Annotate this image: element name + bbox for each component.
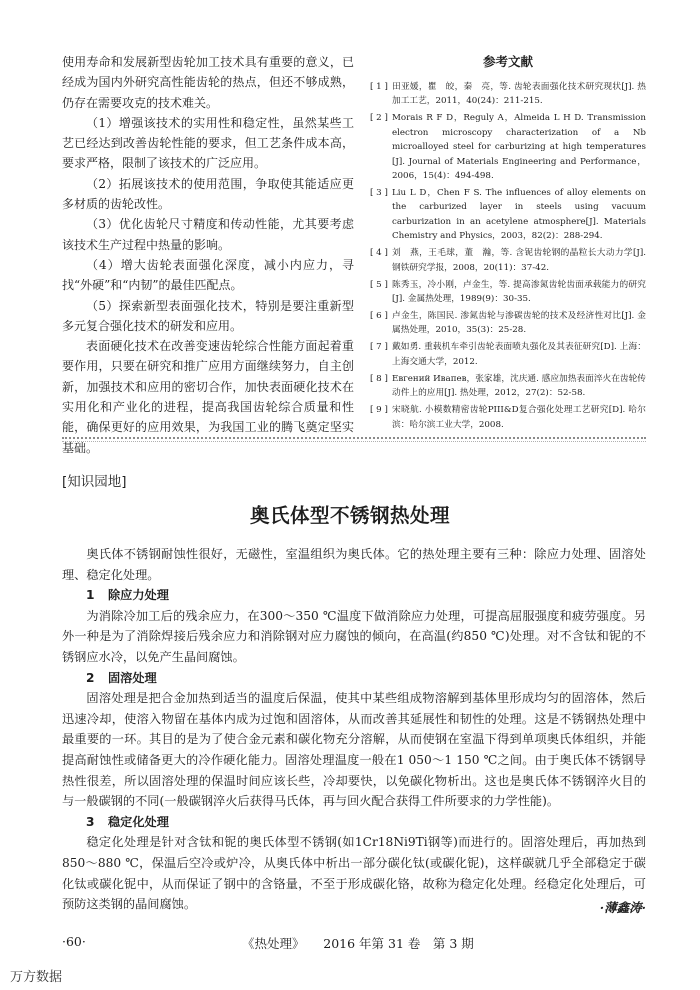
reference-text: 戴如勇. 重载机车牵引齿轮表面喷丸强化及其表征研究[D]. 上海：上海交通大学，2012.	[392, 342, 646, 367]
reference-text: 陈秀玉，冷小刚，卢金生，等. 提高渗氮齿轮齿面承载能力的研究[J]. 金属热处理，1989(9)：30-35.	[392, 279, 646, 305]
journal-info: 《热处理》 2016 年第 31 卷 第 3 期	[242, 936, 474, 951]
watermark: 万方数据	[10, 970, 63, 985]
references-column	[370, 52, 646, 435]
page-footer	[62, 934, 646, 954]
reference-text: 卢金生，陈国民. 渗氮齿轮与渗碳齿轮的技术及经济性对比[J]. 金属热处理，2010，35(3)：25-28.	[392, 311, 646, 336]
body-paragraph: （2）拓展该技术的使用范围，争取使其能适应更多材质的齿轮改性。	[62, 176, 354, 212]
reference-number: [ 9 ]	[370, 405, 388, 416]
reference-item	[370, 111, 646, 183]
section-heading	[62, 812, 646, 833]
section-divider	[62, 441, 646, 442]
section-paragraph: 稳定化处理是针对含钛和铌的奥氏体型不锈钢(如1Cr18Ni9Ti钢等)而进行的。固溶处理后，再加热到850～880 ℃，保温后空冷或炉冷，从奥氏体中析出一部分碳化钛(或碳化铌)，这样碳就几乎全部稳定于碳化钛或碳化铌中，从而保证了钢中的含铬量，不至于形成碳化铬，故称为稳定化处理。经稳定化处理后，可预防这类钢的晶间腐蚀。	[62, 835, 646, 912]
body-paragraph: 使用寿命和发展新型齿轮加工技术具有重要的意义，已经成为国内外研究高性能齿轮的热点，但还不够成熟，仍存在需要攻克的技术难关。	[62, 55, 354, 110]
reference-text: 刘 燕，王毛球，董 瀚，等. 含铌齿轮钢的晶粒长大动力学[J]. 钢铁研究学报，2008，20(11)：37-42.	[392, 248, 646, 273]
reference-number: [ 8 ]	[370, 373, 388, 384]
reference-text: Morais R F D，Reguly A，Almeida L H D. Transmission electron microscopy characterization of a Nb microalloyed steel for carburizing at high temperatures [J]. Journal of Materials Engineering and Performance，2006，15(4)：494-498.	[392, 113, 646, 182]
section-heading	[62, 585, 646, 606]
references-heading: 参考文献	[482, 54, 533, 69]
reference-number: [ 6 ]	[370, 311, 388, 322]
article-intro: 奥氏体不锈钢耐蚀性很好，无磁性，室温组织为奥氏体。它的热处理主要有三种：除应力处理、固溶处理、稳定化处理。	[62, 547, 646, 582]
section-number: 1	[86, 588, 95, 603]
reference-item	[370, 340, 646, 369]
reference-text: 宋晓航. 小模数精密齿轮PIII&D复合强化处理工艺研究[D]. 哈尔滨：哈尔滨工业大学，2008.	[392, 405, 646, 430]
section-paragraph: 为消除冷加工后的残余应力，在300～350 ℃温度下做消除应力处理，可提高屈服强度和疲劳强度。另外一种是为了消除焊接后残余应力和消除钢对应力腐蚀的倾向，在高温(约850 ℃)处理。对不含钛和铌的不锈钢应水冷，以免产生晶间腐蚀。	[62, 608, 646, 664]
reference-item	[370, 403, 646, 432]
section-number: 3	[86, 814, 95, 829]
section-heading-text: 除应力处理	[108, 588, 169, 603]
section-heading	[62, 668, 646, 689]
reference-item	[370, 309, 646, 338]
article-title: 奥氏体型不锈钢热处理	[249, 504, 450, 527]
reference-item	[370, 278, 646, 307]
article-author: ·薄鑫涛·	[599, 900, 646, 915]
reference-item	[370, 186, 646, 244]
reference-text: Евгений Ивапев，张家雄，沈庆通. 感应加热表面淬火在齿轮传动件上的应用[J]. 热处理，2012，27(2)：52-58.	[392, 373, 646, 399]
reference-item	[370, 372, 646, 401]
reference-number: [ 1 ]	[370, 82, 388, 92]
reference-number: [ 4 ]	[370, 248, 388, 259]
reference-number: [ 2 ]	[370, 113, 388, 124]
left-column	[62, 52, 354, 458]
section-label: [知识园地]	[62, 474, 127, 490]
body-paragraph: （1）增强该技术的实用性和稳定性，虽然某些工艺已经达到改善齿轮性能的要求，但工艺条件成本高，要求严格，限制了该技术的广泛应用。	[62, 115, 354, 171]
section-divider	[62, 437, 646, 439]
reference-item	[370, 80, 646, 109]
body-paragraph: （4）增大齿轮表面强化深度，减小内应力，寻找“外硬”和“内韧”的最佳匹配点。	[62, 257, 354, 293]
body-paragraph: 表面硬化技术在改善变速齿轮综合性能方面起着重要作用，只要在研究和推广应用方面继续努力，自主创新，加强技术和应用的密切合作，加快表面硬化技术在实用化和产业化的进程，提高我国齿轮综合质量和性能，确保更好的应用效果，为我国工业的腾飞奠定坚实基础。	[62, 339, 354, 455]
body-paragraph: （3）优化齿轮尺寸精度和传动性能，尤其要考虑该技术生产过程中热量的影响。	[62, 217, 354, 252]
reference-text: 田亚媛，瞿 皎，秦 亮，等. 齿轮表面强化技术研究现状[J]. 热加工工艺，2011，40(24)：211-215.	[392, 82, 646, 107]
section-heading-text: 固溶处理	[108, 670, 157, 685]
reference-number: [ 5 ]	[370, 279, 388, 290]
section-number: 2	[86, 670, 95, 685]
section-heading-text: 稳定化处理	[108, 814, 169, 829]
body-paragraph: （5）探索新型表面强化技术，特别是要注重新型多元复合强化技术的研发和应用。	[62, 298, 354, 333]
reference-text: Liu L D，Chen F S. The influences of alloy elements on the carburized layer in steels using vacuum carburization in an acetylene atmosphere[J]. Materials Chemistry and Physics，2003，82(2)：288-294.	[392, 188, 646, 242]
reference-number: [ 7 ]	[370, 342, 388, 353]
reference-number: [ 3 ]	[370, 188, 388, 199]
article-body	[62, 544, 646, 915]
page-number: ·60·	[62, 934, 86, 949]
section-paragraph: 固溶处理是把合金加热到适当的温度后保温，使其中某些组成物溶解到基体里形成均匀的固溶体，然后迅速冷却，使溶入物留在基体内成为过饱和固溶体，从而改善其延展性和韧性的处理。这是不锈钢热处理中最重要的一环。其目的是为了使合金元素和碳化物充分溶解，从而使钢在室温下得到单项奥氏体组织，并能提高耐蚀性或储备更大的冷作硬化能力。固溶处理温度一般在1 050～1 150 ℃之间。由于奥氏体不锈钢导热性很差，所以固溶处理的保温时间应该长些，冷却要快，以免碳化物析出。这也是奥氏体不锈钢淬火目的与一般碳钢的不同(一般碳钢淬火后获得马氏体，再与回火配合获得工件所要求的力学性能)。	[62, 691, 646, 809]
reference-item	[370, 246, 646, 275]
